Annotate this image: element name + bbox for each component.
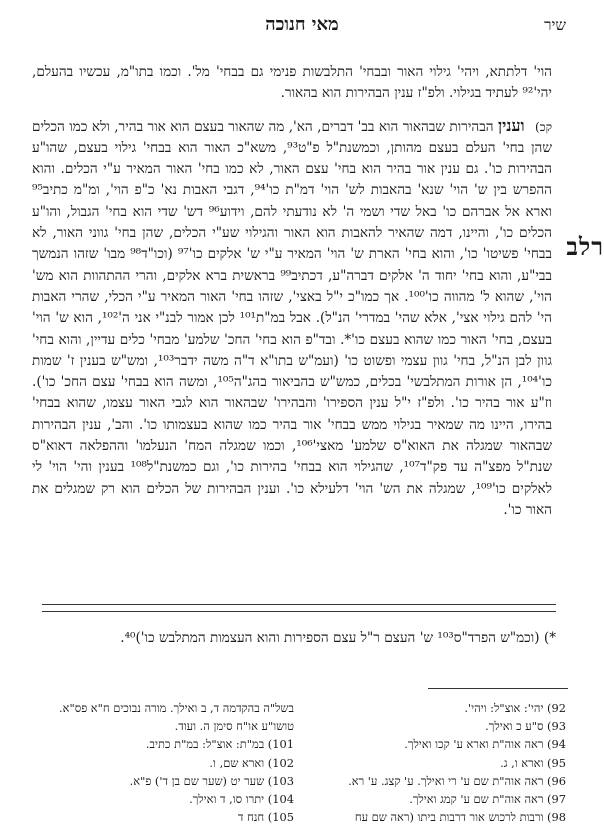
footnote-divider-top: [42, 604, 556, 605]
paragraph-continued: הוי' דלתתא, ויהי' גילוי האור ובבחי' התלבשות פנימי גם בבחי' מל'. וכמו בתו"מ, עכשיו בהעלם, יהי'⁹² לעתיד בגילוי. ולפ"ז ענין הבהירות הוא בהאור.: [32, 64, 552, 102]
endnote: בשל"ה בהקדמה ד, ב ואילך. מורה נבוכים ח"א פס"א.: [59, 701, 294, 715]
endnote: טושו"ע או"ח סימן ה. ועוד.: [174, 719, 294, 734]
endnote: 105) חנח ד: [237, 810, 294, 825]
paragraph-opening-word: וענין: [498, 115, 525, 135]
header-title: מאי חנוכה: [265, 14, 339, 35]
endnote: 98) ורבות לרכוש אור דרבות ביתו (ראה שם עח: [354, 810, 566, 825]
main-text: [32, 62, 552, 521]
endnote: 94) ראה אוה"ת וארא ע' קכו ואילך.: [404, 737, 566, 752]
endnote: 93) ס"ע כ ואילך.: [485, 719, 566, 734]
header-book-name: שיר: [544, 16, 566, 34]
asterisk-footnote: *) (וכמ"ש הפרד"ס¹⁰³ ש' העצם ר"ל עצם הספירות והוא העצמות המתלבש כו')⁴⁰.: [120, 630, 556, 646]
endnote: 104) יתרו סו, ד ואילך.: [189, 792, 294, 807]
endnote: 95) וארא ו, ג.: [500, 755, 566, 770]
running-header: [0, 14, 604, 38]
margin-page-label: רלב: [566, 232, 604, 261]
endnote: 102) וארא שם, ו.: [209, 755, 294, 770]
section-number: קכ): [535, 119, 552, 134]
endnotes-divider: [428, 688, 568, 689]
paragraph-section: [32, 115, 552, 522]
endnote: 103) שער יט (שער שם בן ד') פ"א.: [129, 773, 294, 788]
endnote: 92) יהי': אוצ"ל: ויהי'.: [464, 701, 566, 715]
endnote: 101) במ"ת: אוצ"ל: במ"ת כתיב.: [145, 737, 294, 752]
footnote-divider-bottom: [42, 611, 556, 612]
endnote: 97) ראה אוה"ת שם ע' קמג ואילך.: [409, 792, 566, 807]
endnote: 96) ראה אוה"ת שם ע' רי ואילך. ע' קצג. ע' רא.: [348, 773, 566, 788]
paragraph-body: הבהירות שבהאור הוא בב' דברים, הא', מה שהאור בעצם הוא אור בהיר, ולא כמו הכלים שהן בחי' העלם בעצם מהותן, וכמשנת"ל פ"ט⁹³, משא"כ האור הוא בבחי' גילוי בעצם, שהו"ע הבהירות כו'. גם ענין אור בהיר הוא בחי' עצם האור, לא כמו בחי' האור המאיר ע"י הכלים. והוא ההפרש בין ש' הוי' שנא' בהאבות לש' הוי' דמ"ת כו'⁹⁴, דגבי האבות נא' כ"פ הוי', ומ"מ כתיב⁹⁵ וארא אל אברהם כו' באל שדי ושמי ה' לא נודעתי להם, וידוע⁹⁶ דש' שדי הוא בחי' הגבול, והו"ע הכלים כו', והיינו, דמה שהאיר להאבות הוא האור והגילוי שע"י הכלים, שהן בחי' גווני האור, לא בבחי' פשיטו' כו', והוא בחי' הארת ש' הוי' המאיר ע"י ש' אלקים כו'⁹⁷ (וכו"ד⁹⁸ מבו' שזהו הנמשך בבי"ע, והוא בחי' יחוד ה' אלקים דברה"ע, דכתיב⁹⁹ בראשית ברא אלקים, והרי ההתהוות הוא מש' הוי', שהוא ל' מהווה כו'¹⁰⁰. אך כמו"כ י"ל באצי', שזהו בחי' האור המאיר ע"י הכלי, שהרי האבות הי' להם גילוי אצי', אלא שהי' במדרי' הנ"ל). אבל במ"ת¹⁰¹ לכן אמור לבנ"י אני ה'¹⁰², הוא ש' הוי' בעצם, בחי' האור כמו שהוא בעצם כו'*. ובד"פ הוא בחי' החכ' שלמע' מבחי' כלים עדיין, והוא בחי' גוון לבן הנ"ל, בחי' גוון עצמי ופשוט כו' (ועמ"ש בתו"א ד"ה משה ידבר¹⁰³, ומש"ש בענין ז' שמות כו'¹⁰⁴, הן אורות המתלבשי' בכלים, כמש"ש בהביאור בהג"ה¹⁰⁵, ומשה הוא בבחי' עצם החכ' כו'). וז"ע אור בהיר כו'. ולפ"ז י"ל ענין הספירו' והבהירו' שבהאור הוא לגבי האור עצמו, שהוא בבחי' בהירו, היינו מה שמאיר בגילוי ממש בבחי' אור בהיר כמו שהוא בעצמותו כו'. והב', ענין הבהירות שבהאור שמגלה את האוא"ס שלמע' מאצי'¹⁰⁶, וכמו שמגלה המח' הנעלמו' וההפלאה דאוא"ס שנת"ל מפצ"ה עד פק"ד¹⁰⁷, שהגילוי הוא בבחי' בהירות כו', וגם כמשנת"ל¹⁰⁸ בענין והי' הוי' לי לאלקים כו'¹⁰⁹, שמגלה את הש' הוי' דלעילא כו'. וענין הבהירות של הכלים הוא רק שמגלים את האור כו'.: [32, 118, 553, 518]
endnotes-column-left: [38, 699, 294, 826]
endnotes-column-right: [310, 699, 566, 826]
